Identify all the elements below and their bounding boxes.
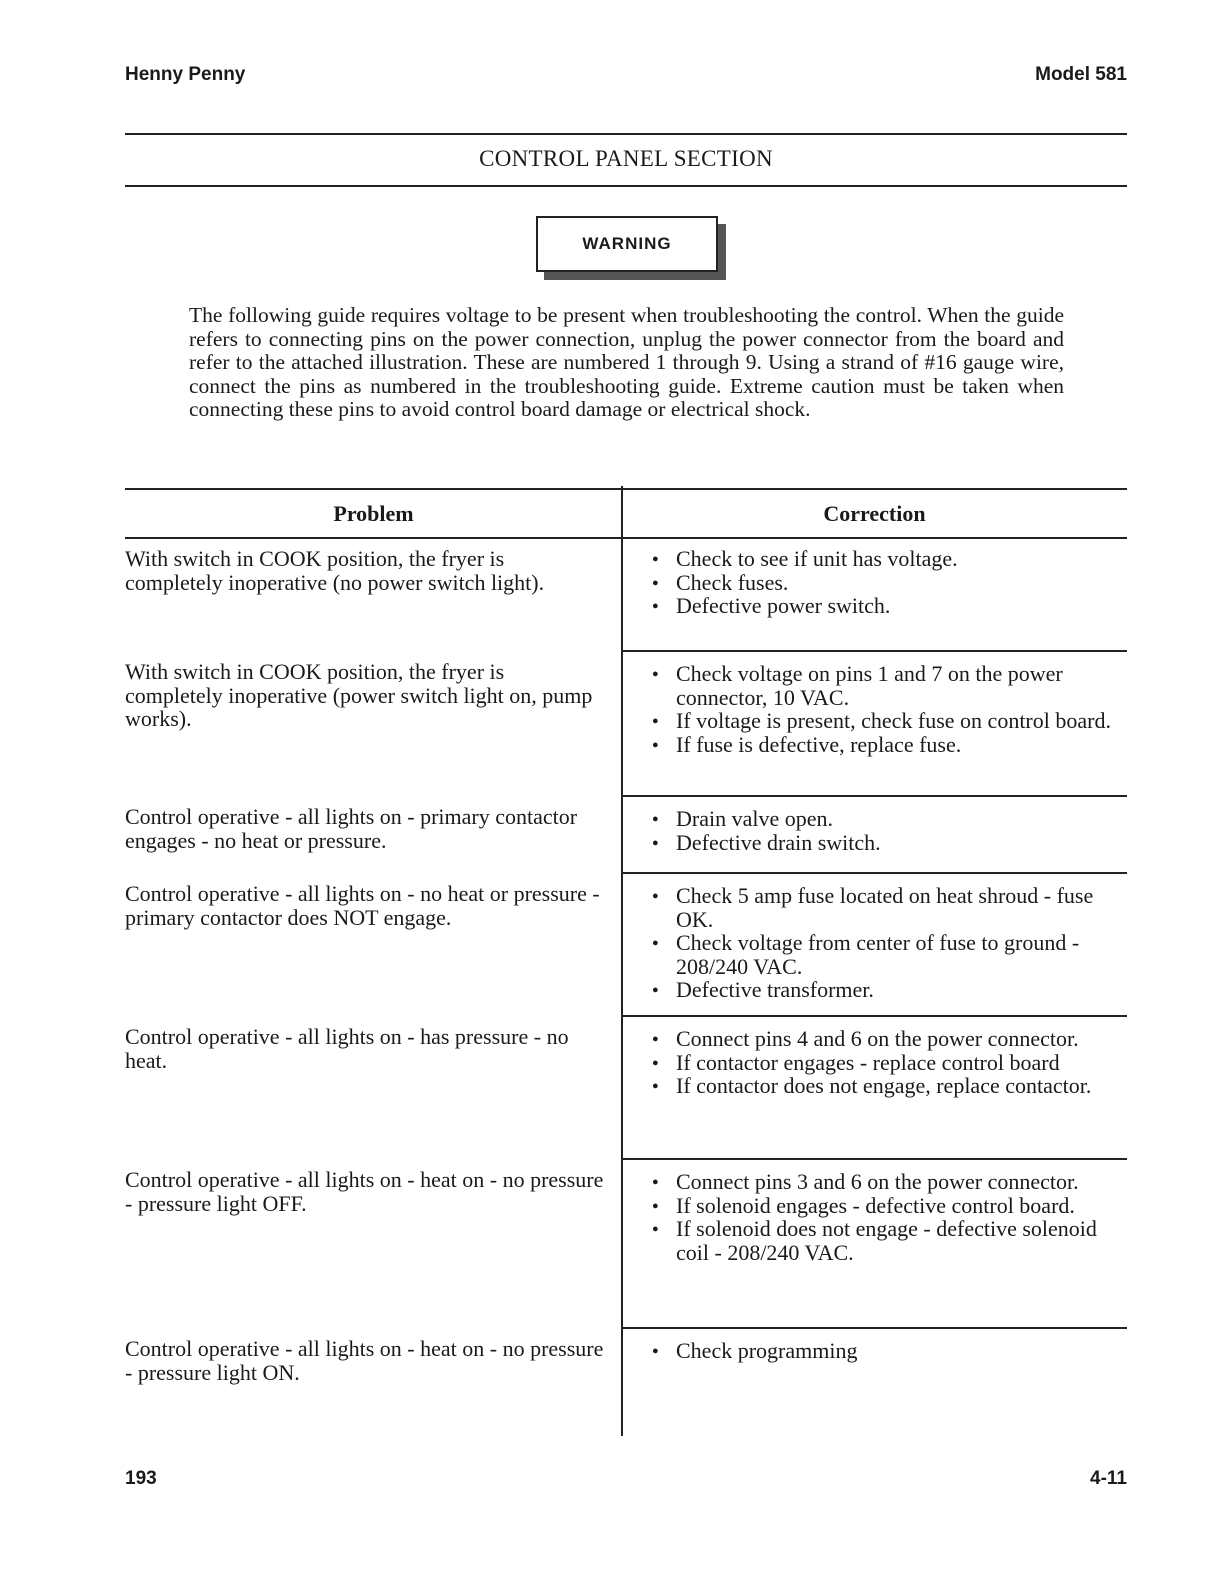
correction-cell (622, 1015, 1127, 1098)
problem-cell: With switch in COOK position, the fryer is completely inoperative (no power switch light). (125, 546, 545, 595)
problem-cell: With switch in COOK position, the fryer is completely inoperative (power switch light on, pump works). (125, 659, 593, 731)
problem-cell: Control operative - all lights on - primary contactor engages - no heat or pressure. (125, 804, 578, 853)
correction-item: ● If solenoid does not engage - defective solenoid coil - 208/240 VAC. (622, 1217, 1127, 1264)
correction-cell (622, 650, 1127, 756)
divider (125, 133, 1127, 135)
problem-cell: Control operative - all lights on - heat on - no pressure - pressure light ON. (125, 1336, 604, 1385)
correction-item: ● Check 5 amp fuse located on heat shroud - fuse OK. (622, 884, 1127, 931)
correction-item: ● Check voltage from center of fuse to ground - 208/240 VAC. (622, 931, 1127, 978)
column-header-problem: Problem (333, 500, 414, 526)
problem-cell: Control operative - all lights on - has pressure - no heat. (125, 1024, 569, 1073)
correction-item: ● Defective power switch. (622, 594, 1127, 618)
divider (125, 185, 1127, 187)
correction-item: ● If fuse is defective, replace fuse. (622, 733, 1127, 757)
section-title: CONTROL PANEL SECTION (479, 146, 773, 171)
correction-item: ● If contactor does not engage, replace contactor. (622, 1074, 1127, 1098)
correction-item: ● Drain valve open. (622, 807, 1127, 831)
intro-paragraph: The following guide requires voltage to be present when troubleshooting the control. When the guide refers to connecting pins on the power connection, unplug the power connector from the board and refer to the attached illustration. These are numbered 1 through 9. Using a strand of #16 gauge wire, connect the pins as numbered in the troubleshooting guide. Extreme caution must be taken when connecting these pins to avoid control board damage or electrical shock. (189, 303, 1064, 422)
correction-item: ● Connect pins 3 and 6 on the power connector. (622, 1170, 1127, 1194)
correction-cell (622, 1327, 1127, 1363)
correction-item: ● Defective transformer. (622, 978, 1127, 1002)
correction-cell (622, 872, 1127, 1002)
correction-cell (622, 537, 1127, 618)
correction-item: ● If solenoid engages - defective control board. (622, 1194, 1127, 1218)
column-divider (621, 486, 623, 1436)
header-company: Henny Penny (125, 64, 246, 85)
correction-item: ● Connect pins 4 and 6 on the power connector. (622, 1027, 1127, 1051)
correction-item: ● Check voltage on pins 1 and 7 on the power connector, 10 VAC. (622, 662, 1127, 709)
correction-cell (622, 1158, 1127, 1264)
correction-item: ● Check to see if unit has voltage. (622, 547, 1127, 571)
page-number: 193 (125, 1468, 157, 1489)
troubleshooting-table (125, 488, 1127, 1385)
section-page-number: 4-11 (1090, 1468, 1127, 1489)
correction-item: ● Defective drain switch. (622, 831, 1127, 855)
warning-box: WARNING (536, 216, 718, 272)
header-model: Model 581 (1035, 64, 1127, 85)
correction-cell (622, 795, 1127, 854)
column-header-correction: Correction (823, 500, 926, 526)
problem-cell: Control operative - all lights on - heat on - no pressure - pressure light OFF. (125, 1167, 604, 1216)
correction-item: ● If contactor engages - replace control board (622, 1051, 1127, 1075)
correction-item: ● Check programming (622, 1339, 1127, 1363)
correction-item: ● Check fuses. (622, 571, 1127, 595)
correction-item: ● If voltage is present, check fuse on control board. (622, 709, 1127, 733)
table-header (125, 488, 1127, 539)
problem-cell: Control operative - all lights on - no heat or pressure - primary contactor does NOT engage. (125, 881, 600, 930)
